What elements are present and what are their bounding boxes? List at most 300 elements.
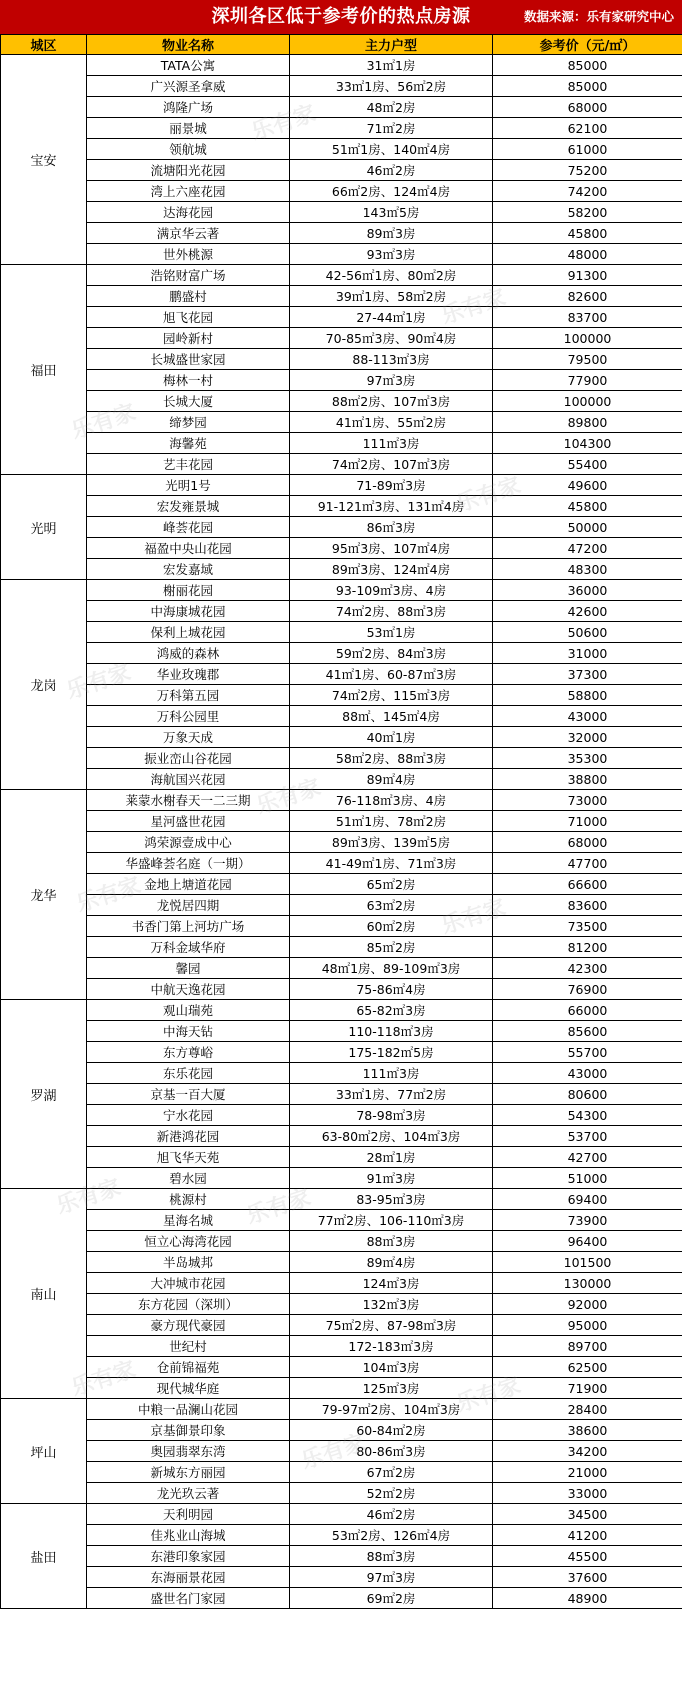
watermark-logo: 乐有家 — [53, 1175, 124, 1220]
layout-cell: 89㎡4房 — [290, 1252, 493, 1273]
property-name-cell: 艺丰花园 — [87, 454, 290, 475]
watermark-logo: 乐有家 — [248, 101, 319, 146]
district-cell: 光明 — [1, 475, 87, 580]
layout-cell: 88㎡2房、107㎡3房 — [290, 391, 493, 412]
layout-cell: 88㎡3房 — [290, 1231, 493, 1252]
price-cell: 45500 — [493, 1546, 682, 1567]
layout-cell: 124㎡3房 — [290, 1273, 493, 1294]
layout-cell: 59㎡2房、84㎡3房 — [290, 643, 493, 664]
layout-cell: 46㎡2房 — [290, 1504, 493, 1525]
layout-cell: 74㎡2房、88㎡3房 — [290, 601, 493, 622]
price-cell: 85000 — [493, 55, 682, 76]
table-row — [1, 55, 682, 76]
table-row — [1, 685, 682, 706]
layout-cell: 83-95㎡3房 — [290, 1189, 493, 1210]
district-cell: 罗湖 — [1, 1000, 87, 1189]
layout-cell: 63㎡2房 — [290, 895, 493, 916]
property-table — [0, 34, 682, 1609]
table-row — [1, 76, 682, 97]
property-name-cell: 现代城华庭 — [87, 1378, 290, 1399]
layout-cell: 41㎡1房、55㎡2房 — [290, 412, 493, 433]
table-row — [1, 517, 682, 538]
price-cell: 58800 — [493, 685, 682, 706]
property-name-cell: 流塘阳光花园 — [87, 160, 290, 181]
property-name-cell: 宁水花园 — [87, 1105, 290, 1126]
table-row — [1, 433, 682, 454]
price-cell: 81200 — [493, 937, 682, 958]
property-name-cell: 大冲城市花园 — [87, 1273, 290, 1294]
price-cell: 42300 — [493, 958, 682, 979]
layout-cell: 58㎡2房、88㎡3房 — [290, 748, 493, 769]
property-name-cell: 世纪村 — [87, 1336, 290, 1357]
watermark-logo: 乐有家 — [453, 1373, 524, 1418]
table-row — [1, 622, 682, 643]
layout-cell: 88-113㎡3房 — [290, 349, 493, 370]
table-row — [1, 244, 682, 265]
table-row — [1, 559, 682, 580]
table-row — [1, 307, 682, 328]
property-name-cell: 缔梦园 — [87, 412, 290, 433]
price-cell: 35300 — [493, 748, 682, 769]
district-cell: 南山 — [1, 1189, 87, 1399]
layout-cell: 132㎡3房 — [290, 1294, 493, 1315]
property-name-cell: 鸿隆广场 — [87, 97, 290, 118]
layout-cell: 93-109㎡3房、4房 — [290, 580, 493, 601]
property-name-cell: 恒立心海湾花园 — [87, 1231, 290, 1252]
table-row — [1, 1126, 682, 1147]
table-row — [1, 391, 682, 412]
table-row — [1, 1042, 682, 1063]
table-row — [1, 580, 682, 601]
district-cell: 宝安 — [1, 55, 87, 265]
property-name-cell: 华业玫瑰郡 — [87, 664, 290, 685]
property-name-cell: 中粮一品澜山花园 — [87, 1399, 290, 1420]
property-name-cell: 碧水园 — [87, 1168, 290, 1189]
layout-cell: 86㎡3房 — [290, 517, 493, 538]
column-header-price: 参考价（元/㎡） — [493, 35, 682, 55]
layout-cell: 78-98㎡3房 — [290, 1105, 493, 1126]
table-row — [1, 349, 682, 370]
table-row — [1, 97, 682, 118]
table-row — [1, 1525, 682, 1546]
table-row — [1, 1462, 682, 1483]
table-row — [1, 1483, 682, 1504]
layout-cell: 42-56㎡1房、80㎡2房 — [290, 265, 493, 286]
price-cell: 85600 — [493, 1021, 682, 1042]
price-cell: 71000 — [493, 811, 682, 832]
table-row — [1, 454, 682, 475]
property-name-cell: 广兴源圣拿威 — [87, 76, 290, 97]
property-name-cell: 园岭新村 — [87, 328, 290, 349]
price-cell: 76900 — [493, 979, 682, 1000]
property-name-cell: 海馨苑 — [87, 433, 290, 454]
property-name-cell: 万象天成 — [87, 727, 290, 748]
layout-cell: 104㎡3房 — [290, 1357, 493, 1378]
price-cell: 28400 — [493, 1399, 682, 1420]
price-cell: 66600 — [493, 874, 682, 895]
layout-cell: 60-84㎡2房 — [290, 1420, 493, 1441]
price-cell: 21000 — [493, 1462, 682, 1483]
price-cell: 55700 — [493, 1042, 682, 1063]
table-row — [1, 1231, 682, 1252]
price-cell: 54300 — [493, 1105, 682, 1126]
property-name-cell: 东港印象家园 — [87, 1546, 290, 1567]
property-name-cell: 湾上六座花园 — [87, 181, 290, 202]
table-row — [1, 937, 682, 958]
property-name-cell: 龙光玖云著 — [87, 1483, 290, 1504]
price-cell: 37300 — [493, 664, 682, 685]
price-cell: 41200 — [493, 1525, 682, 1546]
price-cell: 48300 — [493, 559, 682, 580]
layout-cell: 48㎡2房 — [290, 97, 493, 118]
table-row — [1, 1273, 682, 1294]
table-row — [1, 1546, 682, 1567]
table-row — [1, 1084, 682, 1105]
table-row — [1, 265, 682, 286]
price-cell: 82600 — [493, 286, 682, 307]
watermark-logo: 乐有家 — [73, 873, 144, 918]
table-row — [1, 538, 682, 559]
property-name-cell: 达海花园 — [87, 202, 290, 223]
property-name-cell: 东方尊峪 — [87, 1042, 290, 1063]
table-row — [1, 769, 682, 790]
table-row — [1, 475, 682, 496]
watermark-logo: 乐有家 — [68, 400, 139, 445]
price-cell: 38800 — [493, 769, 682, 790]
district-cell: 盐田 — [1, 1504, 87, 1609]
price-cell: 47200 — [493, 538, 682, 559]
table-row — [1, 1357, 682, 1378]
property-name-cell: 领航城 — [87, 139, 290, 160]
price-cell: 80600 — [493, 1084, 682, 1105]
layout-cell: 66㎡2房、124㎡4房 — [290, 181, 493, 202]
price-cell: 69400 — [493, 1189, 682, 1210]
property-name-cell: 浩铭财富广场 — [87, 265, 290, 286]
property-name-cell: 半岛城邦 — [87, 1252, 290, 1273]
table-row — [1, 412, 682, 433]
table-row — [1, 601, 682, 622]
table-row — [1, 643, 682, 664]
property-name-cell: 振业峦山谷花园 — [87, 748, 290, 769]
layout-cell: 28㎡1房 — [290, 1147, 493, 1168]
price-cell: 77900 — [493, 370, 682, 391]
table-row — [1, 811, 682, 832]
layout-cell: 111㎡3房 — [290, 433, 493, 454]
price-cell: 58200 — [493, 202, 682, 223]
property-name-cell: 保利上城花园 — [87, 622, 290, 643]
layout-cell: 71㎡2房 — [290, 118, 493, 139]
layout-cell: 85㎡2房 — [290, 937, 493, 958]
table-row — [1, 1189, 682, 1210]
table-row — [1, 874, 682, 895]
price-cell: 73000 — [493, 790, 682, 811]
layout-cell: 75㎡2房、87-98㎡3房 — [290, 1315, 493, 1336]
price-cell: 101500 — [493, 1252, 682, 1273]
table-row — [1, 706, 682, 727]
table-row — [1, 1315, 682, 1336]
price-cell: 62500 — [493, 1357, 682, 1378]
table-body — [1, 55, 682, 1609]
layout-cell: 41-49㎡1房、71㎡3房 — [290, 853, 493, 874]
price-cell: 100000 — [493, 328, 682, 349]
layout-cell: 88㎡3房 — [290, 1546, 493, 1567]
layout-cell: 95㎡3房、107㎡4房 — [290, 538, 493, 559]
layout-cell: 111㎡3房 — [290, 1063, 493, 1084]
property-name-cell: 鸿荣源壹成中心 — [87, 832, 290, 853]
layout-cell: 46㎡2房 — [290, 160, 493, 181]
price-cell: 38600 — [493, 1420, 682, 1441]
layout-cell: 65㎡2房 — [290, 874, 493, 895]
property-name-cell: 奥园翡翠东湾 — [87, 1441, 290, 1462]
property-name-cell: 京基一百大厦 — [87, 1084, 290, 1105]
table-row — [1, 1441, 682, 1462]
price-cell: 100000 — [493, 391, 682, 412]
table-row — [1, 370, 682, 391]
layout-cell: 39㎡1房、58㎡2房 — [290, 286, 493, 307]
watermark-logo: 乐有家 — [243, 1185, 314, 1230]
property-name-cell: 金地上塘道花园 — [87, 874, 290, 895]
property-name-cell: 京基御景印象 — [87, 1420, 290, 1441]
price-cell: 48900 — [493, 1588, 682, 1609]
property-name-cell: 天利明园 — [87, 1504, 290, 1525]
price-cell: 50000 — [493, 517, 682, 538]
table-row — [1, 286, 682, 307]
layout-cell: 125㎡3房 — [290, 1378, 493, 1399]
table-row — [1, 958, 682, 979]
table-row — [1, 1021, 682, 1042]
price-cell: 42600 — [493, 601, 682, 622]
table-row — [1, 748, 682, 769]
price-cell: 32000 — [493, 727, 682, 748]
layout-cell: 89㎡3房 — [290, 223, 493, 244]
table-title: 深圳各区低于参考价的热点房源 — [211, 6, 471, 27]
price-cell: 43000 — [493, 706, 682, 727]
layout-cell: 51㎡1房、78㎡2房 — [290, 811, 493, 832]
price-cell: 62100 — [493, 118, 682, 139]
watermark-logo: 乐有家 — [68, 1357, 139, 1402]
layout-cell: 63-80㎡2房、104㎡3房 — [290, 1126, 493, 1147]
property-name-cell: TATA公寓 — [87, 55, 290, 76]
table-row — [1, 1105, 682, 1126]
price-cell: 91300 — [493, 265, 682, 286]
property-name-cell: 盛世名门家园 — [87, 1588, 290, 1609]
price-cell: 47700 — [493, 853, 682, 874]
price-cell: 48000 — [493, 244, 682, 265]
property-name-cell: 光明1号 — [87, 475, 290, 496]
property-name-cell: 星河盛世花园 — [87, 811, 290, 832]
layout-cell: 52㎡2房 — [290, 1483, 493, 1504]
property-name-cell: 莱蒙水榭春天一二三期 — [87, 790, 290, 811]
price-cell: 95000 — [493, 1315, 682, 1336]
price-cell: 85000 — [493, 76, 682, 97]
layout-cell: 143㎡5房 — [290, 202, 493, 223]
table-row — [1, 1378, 682, 1399]
price-cell: 34200 — [493, 1441, 682, 1462]
column-header-property: 物业名称 — [87, 35, 290, 55]
price-cell: 75200 — [493, 160, 682, 181]
table-row — [1, 1588, 682, 1609]
price-cell: 89800 — [493, 412, 682, 433]
property-name-cell: 观山瑞苑 — [87, 1000, 290, 1021]
price-cell: 73500 — [493, 916, 682, 937]
price-cell: 66000 — [493, 1000, 682, 1021]
layout-cell: 33㎡1房、77㎡2房 — [290, 1084, 493, 1105]
layout-cell: 70-85㎡3房、90㎡4房 — [290, 328, 493, 349]
property-name-cell: 峰荟花园 — [87, 517, 290, 538]
price-cell: 61000 — [493, 139, 682, 160]
watermark-logo: 乐有家 — [63, 660, 134, 705]
layout-cell: 172-183㎡3房 — [290, 1336, 493, 1357]
property-name-cell: 世外桃源 — [87, 244, 290, 265]
table-row — [1, 1399, 682, 1420]
table-row — [1, 1168, 682, 1189]
property-name-cell: 中航天逸花园 — [87, 979, 290, 1000]
table-row — [1, 664, 682, 685]
table-row — [1, 916, 682, 937]
property-name-cell: 满京华云著 — [87, 223, 290, 244]
property-name-cell: 榭丽花园 — [87, 580, 290, 601]
watermark-logo: 乐有家 — [438, 285, 509, 330]
layout-cell: 91-121㎡3房、131㎡4房 — [290, 496, 493, 517]
price-cell: 73900 — [493, 1210, 682, 1231]
table-row — [1, 139, 682, 160]
property-name-cell: 馨园 — [87, 958, 290, 979]
header-row — [1, 35, 682, 55]
layout-cell: 40㎡1房 — [290, 727, 493, 748]
layout-cell: 77㎡2房、106-110㎡3房 — [290, 1210, 493, 1231]
property-name-cell: 鸿威的森林 — [87, 643, 290, 664]
price-cell: 79500 — [493, 349, 682, 370]
price-cell: 55400 — [493, 454, 682, 475]
price-cell: 89700 — [493, 1336, 682, 1357]
property-name-cell: 星海名城 — [87, 1210, 290, 1231]
layout-cell: 74㎡2房、115㎡3房 — [290, 685, 493, 706]
layout-cell: 80-86㎡3房 — [290, 1441, 493, 1462]
property-name-cell: 华盛峰荟名庭（一期） — [87, 853, 290, 874]
layout-cell: 97㎡3房 — [290, 1567, 493, 1588]
layout-cell: 74㎡2房、107㎡3房 — [290, 454, 493, 475]
table-row — [1, 202, 682, 223]
price-cell: 68000 — [493, 97, 682, 118]
layout-cell: 76-118㎡3房、4房 — [290, 790, 493, 811]
property-name-cell: 中海天钻 — [87, 1021, 290, 1042]
price-cell: 83700 — [493, 307, 682, 328]
watermark-logo: 乐有家 — [453, 473, 524, 518]
price-cell: 130000 — [493, 1273, 682, 1294]
watermark-logo: 乐有家 — [253, 775, 324, 820]
price-cell: 50600 — [493, 622, 682, 643]
property-name-cell: 东乐花园 — [87, 1063, 290, 1084]
property-name-cell: 豪方现代豪园 — [87, 1315, 290, 1336]
price-cell: 74200 — [493, 181, 682, 202]
layout-cell: 53㎡1房 — [290, 622, 493, 643]
property-name-cell: 万科第五园 — [87, 685, 290, 706]
layout-cell: 75-86㎡4房 — [290, 979, 493, 1000]
layout-cell: 89㎡4房 — [290, 769, 493, 790]
price-cell: 51000 — [493, 1168, 682, 1189]
price-cell: 92000 — [493, 1294, 682, 1315]
district-cell: 坪山 — [1, 1399, 87, 1504]
layout-cell: 67㎡2房 — [290, 1462, 493, 1483]
layout-cell: 91㎡3房 — [290, 1168, 493, 1189]
layout-cell: 33㎡1房、56㎡2房 — [290, 76, 493, 97]
watermark-logo: 乐有家 — [438, 895, 509, 940]
layout-cell: 97㎡3房 — [290, 370, 493, 391]
property-name-cell: 福盈中央山花园 — [87, 538, 290, 559]
layout-cell: 27-44㎡1房 — [290, 307, 493, 328]
property-name-cell: 新港鸿花园 — [87, 1126, 290, 1147]
property-name-cell: 海航国兴花园 — [87, 769, 290, 790]
layout-cell: 69㎡2房 — [290, 1588, 493, 1609]
property-name-cell: 长城盛世家园 — [87, 349, 290, 370]
title-banner — [0, 0, 682, 34]
price-cell: 83600 — [493, 895, 682, 916]
layout-cell: 48㎡1房、89-109㎡3房 — [290, 958, 493, 979]
layout-cell: 79-97㎡2房、104㎡3房 — [290, 1399, 493, 1420]
table-row — [1, 118, 682, 139]
price-cell: 42700 — [493, 1147, 682, 1168]
layout-cell: 175-182㎡5房 — [290, 1042, 493, 1063]
property-name-cell: 东海丽景花园 — [87, 1567, 290, 1588]
property-name-cell: 书香门第上河坊广场 — [87, 916, 290, 937]
price-cell: 31000 — [493, 643, 682, 664]
table-row — [1, 1336, 682, 1357]
price-cell: 34500 — [493, 1504, 682, 1525]
column-header-layout: 主力户型 — [290, 35, 493, 55]
layout-cell: 88㎡、145㎡4房 — [290, 706, 493, 727]
price-cell: 71900 — [493, 1378, 682, 1399]
column-header-district: 城区 — [1, 35, 87, 55]
property-name-cell: 桃源村 — [87, 1189, 290, 1210]
district-cell: 福田 — [1, 265, 87, 475]
table-row — [1, 1000, 682, 1021]
table-row — [1, 1252, 682, 1273]
table-row — [1, 181, 682, 202]
price-cell: 53700 — [493, 1126, 682, 1147]
property-name-cell: 旭飞华天苑 — [87, 1147, 290, 1168]
price-cell: 43000 — [493, 1063, 682, 1084]
price-cell: 33000 — [493, 1483, 682, 1504]
table-row — [1, 832, 682, 853]
property-name-cell: 梅林一村 — [87, 370, 290, 391]
property-name-cell: 东方花园（深圳） — [87, 1294, 290, 1315]
layout-cell: 31㎡1房 — [290, 55, 493, 76]
price-cell: 96400 — [493, 1231, 682, 1252]
price-cell: 49600 — [493, 475, 682, 496]
table-row — [1, 1294, 682, 1315]
layout-cell: 71-89㎡3房 — [290, 475, 493, 496]
property-name-cell: 宏发嘉域 — [87, 559, 290, 580]
property-name-cell: 万科金域华府 — [87, 937, 290, 958]
property-name-cell: 宏发雍景城 — [87, 496, 290, 517]
table-row — [1, 496, 682, 517]
watermark-logo: 乐有家 — [298, 1430, 369, 1475]
property-name-cell: 中海康城花园 — [87, 601, 290, 622]
layout-cell: 89㎡3房、139㎡5房 — [290, 832, 493, 853]
table-row — [1, 790, 682, 811]
table-row — [1, 1567, 682, 1588]
district-cell: 龙华 — [1, 790, 87, 1000]
property-name-cell: 丽景城 — [87, 118, 290, 139]
property-name-cell: 鹏盛村 — [87, 286, 290, 307]
table-row — [1, 160, 682, 181]
table-row — [1, 979, 682, 1000]
property-name-cell: 佳兆业山海城 — [87, 1525, 290, 1546]
layout-cell: 89㎡3房、124㎡4房 — [290, 559, 493, 580]
property-name-cell: 长城大厦 — [87, 391, 290, 412]
table-row — [1, 853, 682, 874]
table-row — [1, 1210, 682, 1231]
